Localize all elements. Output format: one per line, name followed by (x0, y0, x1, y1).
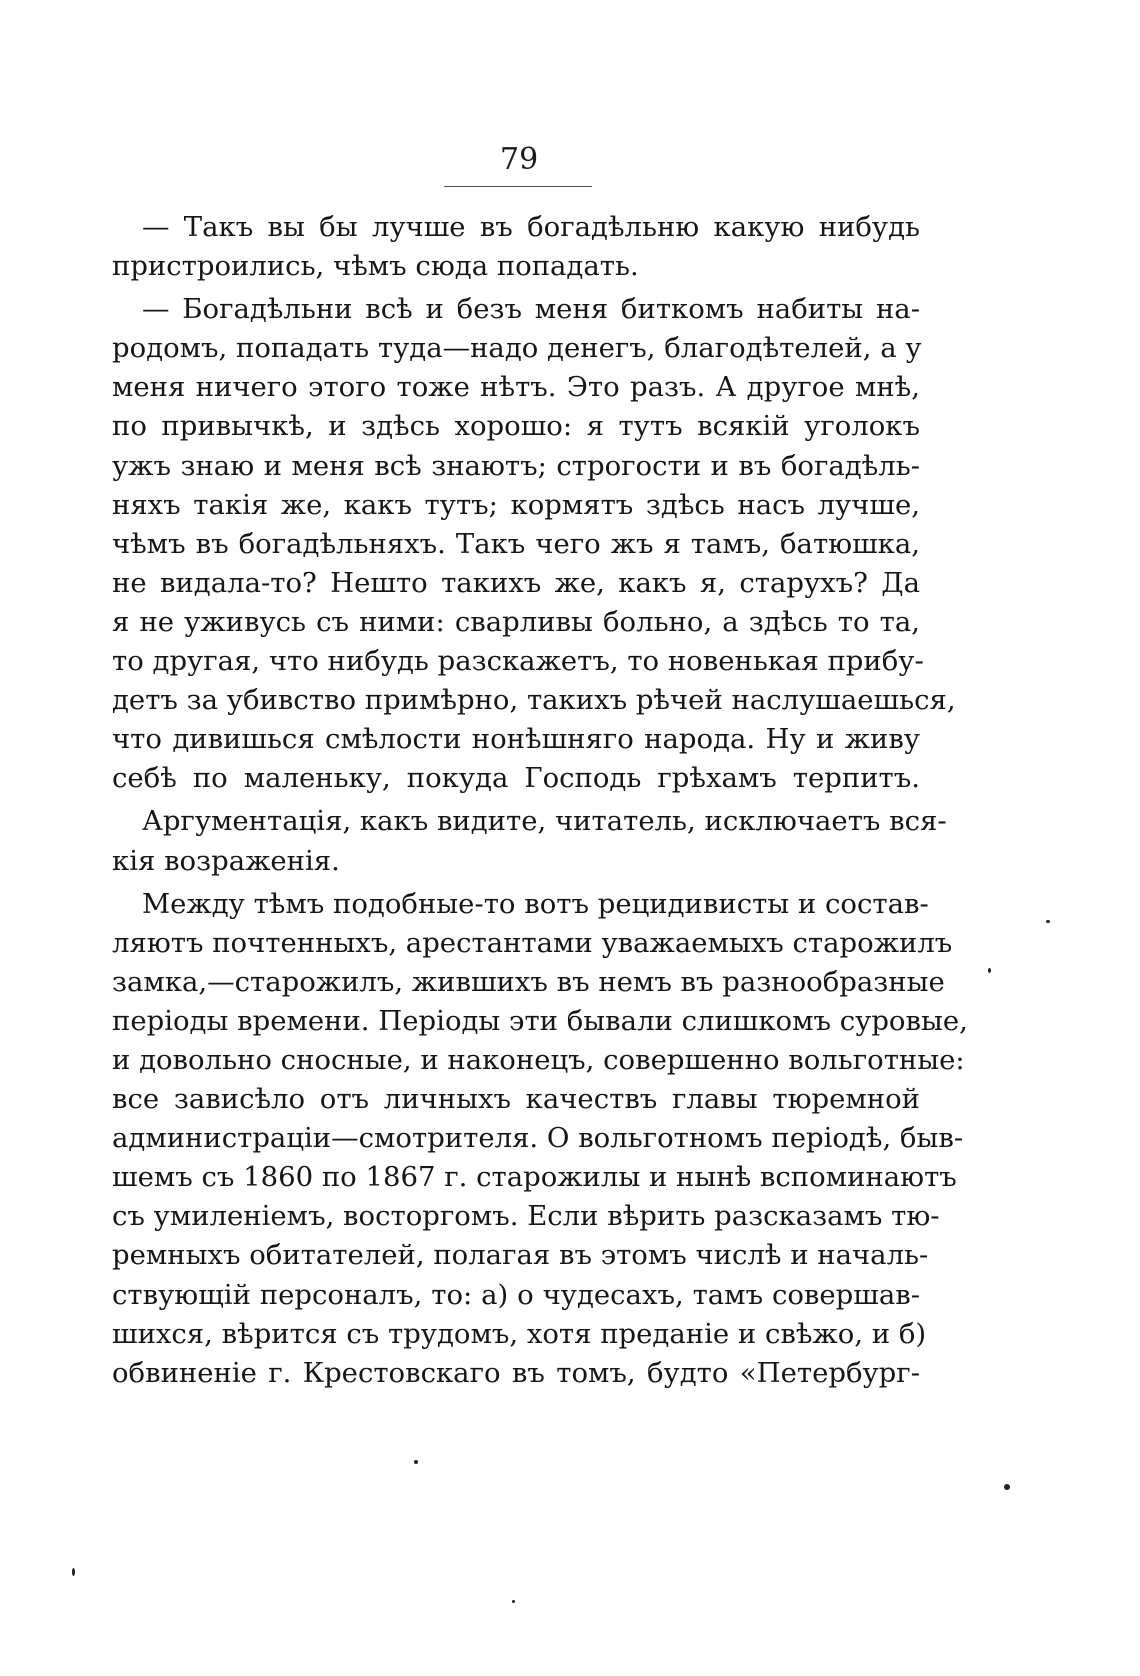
scan-speck (1004, 1484, 1010, 1490)
scan-speck (72, 1568, 75, 1576)
scan-speck (1046, 920, 1050, 923)
text-line: — Такъ вы бы лучше въ богадѣльню какую нибудь (142, 211, 920, 243)
text-line: няхъ такія же, какъ тутъ; кормятъ здѣсь насъ лучше, (112, 488, 920, 521)
scan-speck (512, 1600, 515, 1603)
text-line: себѣ по маленьку, покуда Господь грѣхамъ терпитъ. (112, 762, 920, 795)
page-number: 79 (500, 142, 539, 177)
text-line: съ умиленіемъ, восторгомъ. Если вѣрить разсказамъ тю- (112, 1200, 940, 1233)
text-line: ствующій персоналъ, то: а) о чудесахъ, тамъ совершав- (112, 1278, 920, 1311)
text-line: шихся, вѣрится съ трудомъ, хотя преданіе и свѣжо, и б) (112, 1317, 927, 1350)
text-line: Аргументація, какъ видите, читатель, исключаетъ вся- (142, 805, 947, 838)
text-line: я не уживусь съ ними: сварливы больно, а здѣсь то та, (112, 605, 920, 638)
paragraph (112, 208, 920, 286)
text-line: все зависѣло отъ личныхъ качествъ главы тюремной (112, 1083, 920, 1116)
text-line: шемъ съ 1860 по 1867 г. старожилы и нынѣ вспоминаютъ (112, 1161, 957, 1194)
text-line: детъ за убивство примѣрно, такихъ рѣчей наслушаешься, (112, 684, 956, 717)
text-line: ужъ знаю и меня всѣ знаютъ; строгости и въ богадѣль- (112, 449, 920, 482)
text-line: администраціи—смотрителя. О вольготномъ періодѣ, быв- (112, 1122, 964, 1155)
text-line: ляютъ почтенныхъ, арестантами уважаемыхъ старожилъ (112, 926, 953, 959)
text-line: не видала-то? Нешто такихъ же, какъ я, старухъ? Да (112, 566, 920, 599)
text-line: Между тѣмъ подобные-то вотъ рецидивисты и состав- (142, 887, 929, 920)
paragraph (112, 802, 947, 880)
header-rule (444, 186, 592, 187)
text-line: родомъ, попадать туда—надо денегъ, благодѣтелей, а у (112, 332, 922, 365)
text-line: періоды времени. Періоды эти бывали слишкомъ суровые, (112, 1004, 968, 1037)
text-line: чѣмъ въ богадѣльняхъ. Такъ чего жъ я тамъ, батюшка, (112, 527, 920, 560)
scan-speck (988, 968, 991, 973)
paragraph (112, 885, 968, 1393)
text-line: по привычкѣ, и здѣсь хорошо: я тутъ всякій уголокъ (112, 410, 920, 443)
text-line: меня ничего этого тоже нѣтъ. Это разъ. А другое мнѣ, (112, 371, 920, 404)
text-line: обвиненіе г. Крестовскаго въ томъ, будто «Петербург- (112, 1356, 920, 1389)
text-line: ремныхъ обитателей, полагая въ этомъ числѣ и началь- (112, 1239, 929, 1272)
text-line: то другая, что нибудь разскажетъ, то новенькая прибу- (112, 645, 924, 678)
scan-speck (414, 1460, 418, 1464)
body-text (112, 208, 968, 1393)
text-line: — Богадѣльни всѣ и безъ меня биткомъ набиты на- (142, 293, 920, 326)
paragraph (112, 290, 956, 798)
text-line: кія возраженія. (112, 844, 340, 877)
text-line: пристроились, чѣмъ сюда попадать. (112, 250, 639, 283)
text-line: замка,—старожилъ, жившихъ въ немъ въ разнообразные (112, 965, 945, 998)
text-line: что дивишься смѣлости нонѣшняго народа. Ну и живу (112, 723, 920, 756)
text-line: и довольно сносные, и наконецъ, совершенно вольготные: (112, 1043, 965, 1076)
